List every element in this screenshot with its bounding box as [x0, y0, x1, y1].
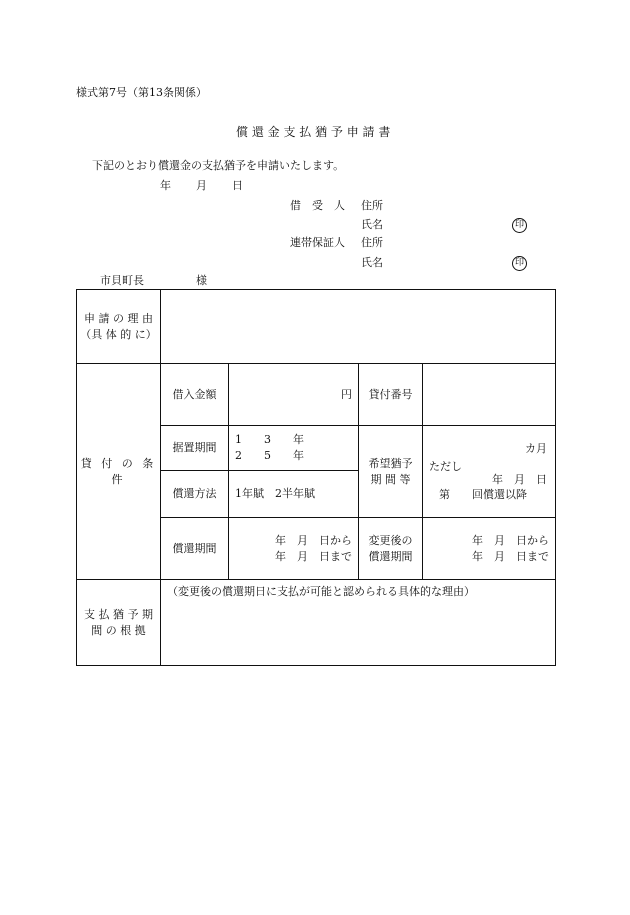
reason-entry-field[interactable] [161, 290, 556, 364]
loan-number-field[interactable] [423, 364, 556, 426]
grace-option-2: 2 5 年 [235, 449, 304, 462]
months-unit-label: カ月 [525, 442, 547, 455]
application-table [76, 289, 556, 666]
guarantor-role: 連帯保証人 [290, 236, 345, 249]
loan-amount-field[interactable] [229, 364, 359, 426]
changed-period-to: 年 月 日まで [472, 549, 549, 563]
document-title: 償 還 金 支 払 猶 予 申 請 書 [236, 125, 391, 139]
repayment-method-options: 1年賦 2半年賦 [235, 487, 315, 501]
desired-deferral-line2: 期 間 等 [370, 472, 411, 486]
reason-label-cell [77, 290, 161, 364]
grace-option-1: 1 3 年 [235, 433, 304, 447]
from-installment-label: 第 回償還以降 [439, 488, 527, 501]
loan-amount-row [77, 364, 556, 426]
addressee-name: 市貝町長 [100, 274, 144, 287]
grace-period-options[interactable] [229, 426, 359, 471]
changed-period-field[interactable] [423, 518, 556, 580]
basis-label-line1: 支 払 猶 予 期 [84, 607, 153, 621]
changed-period-line2: 償還期間 [368, 549, 413, 563]
loan-number-label: 貸付番号 [359, 364, 423, 426]
guarantor-seal-mark: 印 [512, 256, 527, 271]
intro-text: 下記のとおり償還金の支払猶予を申請いたします。 [92, 159, 345, 172]
reason-label-line2: （具 体 的 に） [80, 327, 157, 341]
loan-amount-label: 借入金額 [161, 364, 229, 426]
basis-row [77, 580, 556, 666]
form-number: 様式第7号（第13条関係） [76, 86, 207, 99]
changed-period-label-cell [359, 518, 423, 580]
basis-label-line2: 間 の 根 拠 [91, 623, 146, 637]
date-year-label: 年 [160, 179, 171, 192]
repayment-period-to: 年 月 日まで [275, 549, 352, 563]
date-day-label: 日 [232, 179, 243, 192]
borrower-name-label: 氏名 [361, 218, 383, 231]
borrower-role: 借 受 人 [290, 199, 345, 212]
borrower-address-label: 住所 [361, 199, 383, 212]
changed-period-from: 年 月 日から [472, 533, 549, 547]
repayment-method-label: 償還方法 [161, 471, 229, 518]
borrower-seal-mark: 印 [512, 218, 527, 233]
date-month-label: 月 [196, 179, 207, 192]
addressee-honorific: 様 [196, 274, 207, 287]
yen-unit-label: 円 [341, 387, 352, 401]
repayment-period-field[interactable] [229, 518, 359, 580]
loan-conditions-label: 貸 付 の 条 件 [77, 364, 161, 580]
desired-deferral-label-cell [359, 426, 423, 518]
repayment-method-field[interactable] [229, 471, 359, 518]
repayment-period-label: 償還期間 [161, 518, 229, 580]
grace-period-label: 据置期間 [161, 426, 229, 471]
basis-entry-field[interactable] [161, 580, 556, 666]
guarantor-name-label: 氏名 [361, 256, 383, 269]
repayment-period-from: 年 月 日から [275, 533, 352, 547]
reason-row [77, 290, 556, 364]
basis-note: （変更後の償還期日に支払が可能と認められる具体的な理由） [167, 585, 475, 598]
however-label: ただし [429, 460, 462, 473]
reason-label-line1: 申 請 の 理 由 [84, 311, 153, 325]
guarantor-address-label: 住所 [361, 236, 383, 249]
desired-deferral-field[interactable] [423, 426, 556, 518]
changed-period-line1: 変更後の [368, 533, 413, 547]
desired-deferral-line1: 希望猶予 [368, 456, 413, 470]
deferral-date-label: 年 月 日 [492, 473, 547, 486]
basis-label-cell [77, 580, 161, 666]
